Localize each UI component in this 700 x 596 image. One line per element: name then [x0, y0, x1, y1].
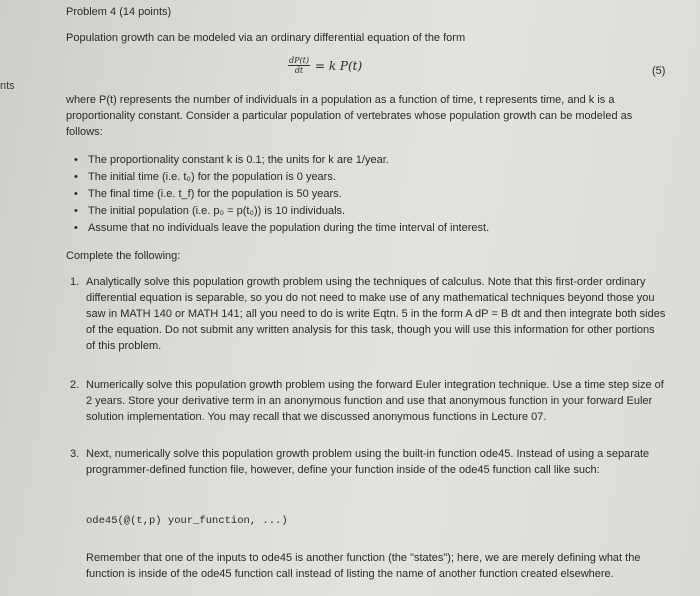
- code-snippet: ode45(@(t,p) your_function, ...): [86, 515, 288, 527]
- condition-list: [74, 152, 489, 237]
- task-text: Numerically solve this population growth problem using the forward Euler integration technique. Use a time step size of 2 years. Store your derivative term in an anonymous function and use that anonymous function in your forward Euler solution implementation. You may recall that we discussed anonymous functions in Lecture 07.: [86, 379, 664, 423]
- condition-item: • Assume that no individuals leave the population during the time interval of interest.: [74, 220, 489, 237]
- task-text: Next, numerically solve this population growth problem using the built-in function ode45. Instead of using a separate programmer-defined function file, however, define your function inside of the ode45 function call like such:: [86, 448, 650, 476]
- condition-item: • The initial time (i.e. t₀) for the population is 0 years.: [74, 169, 489, 186]
- task-3: [70, 446, 666, 478]
- fraction-numerator: dP(t): [289, 56, 309, 65]
- complete-heading: Complete the following:: [66, 250, 181, 262]
- task-number: 3.: [70, 448, 80, 460]
- condition-item: • The proportionality constant k is 0.1; the units for k are 1/year.: [74, 152, 489, 169]
- where-paragraph: where P(t) represents the number of individuals in a population as a function of time, t represents time, and k is a proportionality constant. Consider a particular population of vertebrates whose population growth can be modeled as follows:: [66, 94, 633, 138]
- problem-title: Problem 4 (14 points): [66, 6, 172, 18]
- condition-item: • The initial population (i.e. p₀ = p(t₀)) is 10 individuals.: [74, 203, 489, 220]
- derivative-fraction: [288, 56, 310, 75]
- ode-equation: [288, 56, 362, 75]
- equation-rhs: = k P(t): [314, 58, 363, 73]
- condition-item: • The final time (i.e. t_f) for the population is 50 years.: [74, 186, 489, 203]
- equation-number: (5): [652, 65, 666, 77]
- remember-paragraph: Remember that one of the inputs to ode45 is another function (the "states"); here, we are merely defining what the function is inside of the ode45 function call instead of listing the name of another function created elsewhere.: [86, 552, 641, 580]
- task-2: [70, 377, 666, 425]
- task-1: [70, 274, 666, 354]
- task-number: 2.: [70, 379, 80, 391]
- intro-paragraph: Population growth can be modeled via an ordinary differential equation of the form: [66, 32, 466, 44]
- task-text: Analytically solve this population growth problem using the techniques of calculus. Note that this first-order ordinary differential equation is separable, so you do not need to make use of any mathematical techniques beyond those you saw in MATH 140 or MATH 141; all you need to do is write Eqtn. 5 in the form A dP = B dt and then integrate both sides of the equation. Do not submit any written analysis for this task, though you will use this information for other portions of this problem.: [86, 276, 666, 352]
- task-number: 1.: [70, 276, 80, 288]
- margin-text-fragment: nts: [0, 80, 15, 92]
- fraction-denominator: dt: [294, 66, 304, 75]
